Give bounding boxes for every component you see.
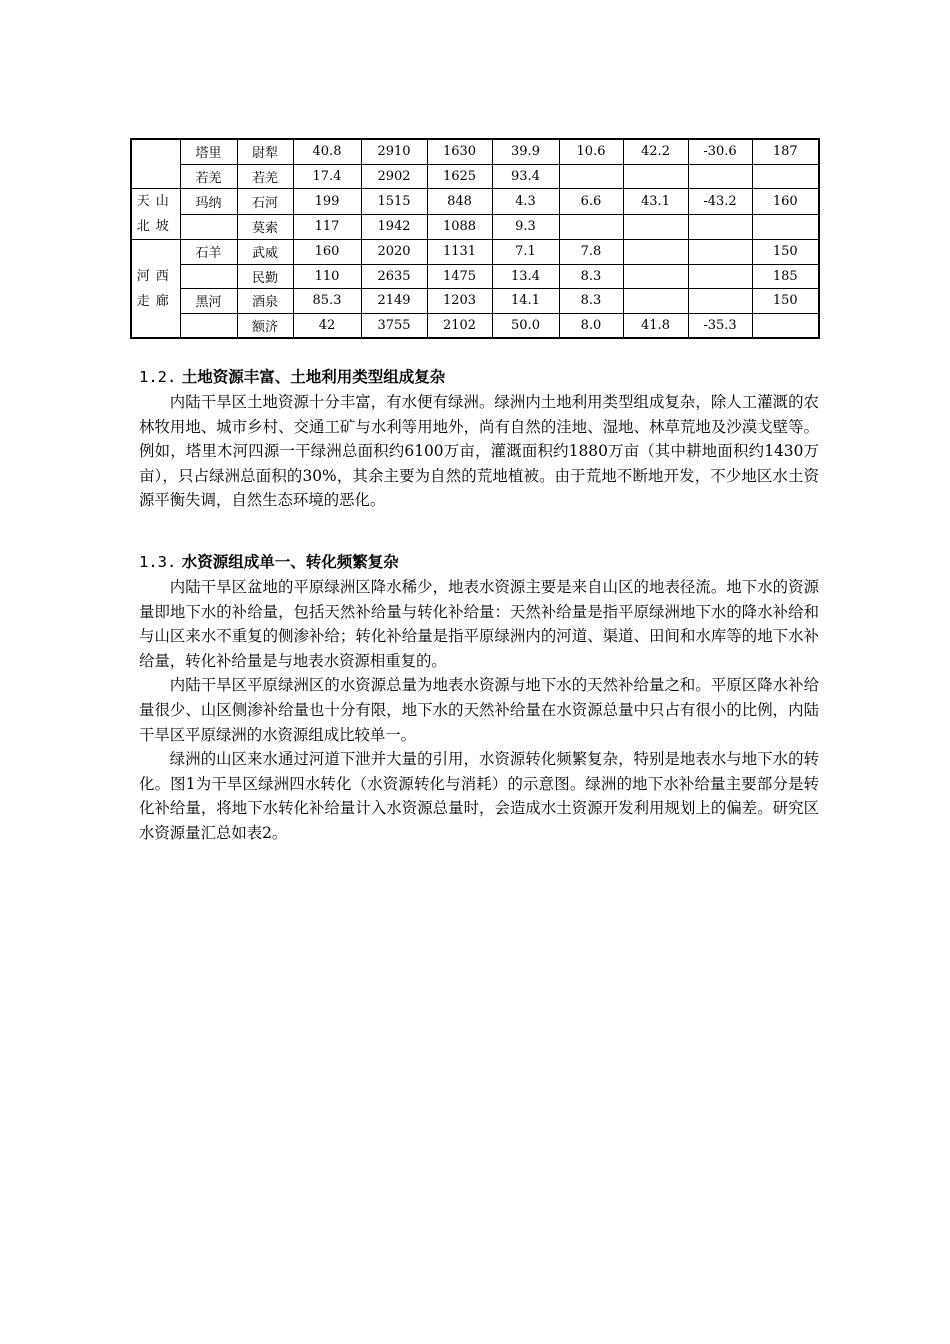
paragraph: 内陆干旱区土地资源十分丰富，有水便有绿洲。绿洲内土地利用类型组成复杂，除人工灌溉的农林牧用地、城市乡村、交通工矿与水利等用地外，尚有自然的洼地、湿地、林草荒地及沙漠戈壁等。例如，塔里木河四源一干绿洲总面积约6100万亩，灌溉面积约1880万亩（其中耕地面积约1430万亩），只占绿洲总面积的30%，其余主要为自然的荒地植被。由于荒地不断地开发，不少地区水土资源平衡失调，自然生态环境的恶化。 bbox=[139, 393, 819, 510]
section-number: 1.3. bbox=[139, 553, 177, 571]
table-label-cell: 酒泉 bbox=[237, 289, 293, 314]
table-label-cell: 民勤 bbox=[237, 264, 293, 289]
table-cell: 187 bbox=[752, 139, 819, 164]
region-label: 走廊 bbox=[136, 293, 175, 309]
table-cell bbox=[623, 289, 688, 314]
table-label-cell bbox=[180, 264, 237, 289]
region-label: 北坡 bbox=[136, 219, 175, 234]
region-cell bbox=[131, 240, 180, 339]
table-cell: 1625 bbox=[427, 164, 492, 189]
table-cell: 40.8 bbox=[293, 139, 361, 164]
table-cell: 117 bbox=[293, 214, 361, 240]
table-label-cell: 莫索 bbox=[237, 214, 293, 240]
region-label: 天山 bbox=[136, 194, 175, 209]
table-label-cell bbox=[180, 214, 237, 240]
section-number: 1.2. bbox=[139, 368, 177, 386]
table-row bbox=[131, 164, 819, 189]
section-title: 土地资源丰富、土地利用类型组成复杂 bbox=[181, 368, 446, 386]
table-cell: 43.1 bbox=[623, 189, 688, 215]
table-cell: 1942 bbox=[361, 214, 427, 240]
table-cell: 6.6 bbox=[559, 189, 623, 215]
table-cell bbox=[688, 164, 752, 189]
table-label-cell bbox=[180, 313, 237, 338]
table-cell: 50.0 bbox=[492, 313, 559, 338]
table-cell: 93.4 bbox=[492, 164, 559, 189]
region-cell bbox=[131, 139, 180, 189]
table-cell: 150 bbox=[752, 289, 819, 314]
table-cell: 2910 bbox=[361, 139, 427, 164]
paragraph: 内陆干旱区盆地的平原绿洲区降水稀少，地表水资源主要是来自山区的地表径流。地下水的资源量即地下水的补给量，包括天然补给量与转化补给量：天然补给量是指平原绿洲地下水的降水补给和与山区来水不重复的侧渗补给；转化补给量是指平原绿洲内的河道、渠道、田间和水库等的地下水补给量，转化补给量是与地表水资源相重复的。 bbox=[139, 578, 819, 670]
section-heading bbox=[139, 364, 819, 390]
table-cell: 2635 bbox=[361, 264, 427, 289]
table-cell: -30.6 bbox=[688, 139, 752, 164]
table-cell bbox=[623, 214, 688, 240]
table-cell bbox=[559, 214, 623, 240]
table-cell: 8.3 bbox=[559, 289, 623, 314]
table-cell bbox=[688, 264, 752, 289]
table-cell: 39.9 bbox=[492, 139, 559, 164]
table-row bbox=[131, 264, 819, 289]
table-cell: 1131 bbox=[427, 240, 492, 265]
region-label: 河西 bbox=[136, 268, 175, 284]
table-cell: 8.0 bbox=[559, 313, 623, 338]
table-cell: 42.2 bbox=[623, 139, 688, 164]
table-cell: 9.3 bbox=[492, 214, 559, 240]
table-cell: 1515 bbox=[361, 189, 427, 215]
section-title: 水资源组成单一、转化频繁复杂 bbox=[181, 553, 399, 571]
table-cell: 2902 bbox=[361, 164, 427, 189]
section-1-2 bbox=[139, 364, 819, 513]
table-cell: 1630 bbox=[427, 139, 492, 164]
table-label-cell: 若羌 bbox=[237, 164, 293, 189]
table-label-cell: 石河 bbox=[237, 189, 293, 215]
table-cell: 3755 bbox=[361, 313, 427, 338]
table-cell: 7.1 bbox=[492, 240, 559, 265]
table-cell bbox=[752, 164, 819, 189]
table-cell: 848 bbox=[427, 189, 492, 215]
table-label-cell: 尉犁 bbox=[237, 139, 293, 164]
table-cell bbox=[752, 313, 819, 338]
section-1-3 bbox=[139, 549, 819, 846]
table-cell bbox=[688, 214, 752, 240]
table-cell: 110 bbox=[293, 264, 361, 289]
table-cell bbox=[623, 240, 688, 265]
table-cell: 10.6 bbox=[559, 139, 623, 164]
table-cell: 4.3 bbox=[492, 189, 559, 215]
table-row bbox=[131, 214, 819, 240]
table-cell: 41.8 bbox=[623, 313, 688, 338]
section-heading bbox=[139, 549, 819, 575]
table-cell bbox=[623, 164, 688, 189]
table-label-cell: 塔里 bbox=[180, 139, 237, 164]
table-label-cell: 黑河 bbox=[180, 289, 237, 314]
table-cell bbox=[688, 289, 752, 314]
table-label-cell: 若羌 bbox=[180, 164, 237, 189]
region-cell bbox=[131, 189, 180, 240]
table-cell: 150 bbox=[752, 240, 819, 265]
table-cell: 13.4 bbox=[492, 264, 559, 289]
data-table bbox=[130, 138, 820, 339]
table-cell: 42 bbox=[293, 313, 361, 338]
table-row bbox=[131, 240, 819, 265]
table-row bbox=[131, 313, 819, 338]
table-cell: 7.8 bbox=[559, 240, 623, 265]
table-cell: 185 bbox=[752, 264, 819, 289]
table-row bbox=[131, 139, 819, 164]
table-row bbox=[131, 289, 819, 314]
table-cell bbox=[688, 240, 752, 265]
table-cell: 1088 bbox=[427, 214, 492, 240]
table-body bbox=[131, 139, 819, 338]
table-cell: -43.2 bbox=[688, 189, 752, 215]
table-cell: 2149 bbox=[361, 289, 427, 314]
table-cell: 2020 bbox=[361, 240, 427, 265]
table-cell: 2102 bbox=[427, 313, 492, 338]
table-cell bbox=[752, 214, 819, 240]
table-cell: 199 bbox=[293, 189, 361, 215]
table-cell bbox=[559, 164, 623, 189]
table-cell: -35.3 bbox=[688, 313, 752, 338]
table-row bbox=[131, 189, 819, 215]
table-cell: 1203 bbox=[427, 289, 492, 314]
paragraph: 绿洲的山区来水通过河道下泄并大量的引用，水资源转化频繁复杂，特别是地表水与地下水的转化。图1为干旱区绿洲四水转化（水资源转化与消耗）的示意图。绿洲的地下水补给量主要部分是转化补给量，将地下水转化补给量计入水资源总量时，会造成水土资源开发利用规划上的偏差。研究区水资源量汇总如表2。 bbox=[139, 750, 819, 842]
table-cell: 8.3 bbox=[559, 264, 623, 289]
table-cell: 160 bbox=[293, 240, 361, 265]
table-cell bbox=[623, 264, 688, 289]
table-cell: 17.4 bbox=[293, 164, 361, 189]
table-label-cell: 武威 bbox=[237, 240, 293, 265]
table-cell: 14.1 bbox=[492, 289, 559, 314]
table-label-cell: 玛纳 bbox=[180, 189, 237, 215]
table-cell: 160 bbox=[752, 189, 819, 215]
table-label-cell: 石羊 bbox=[180, 240, 237, 265]
table-cell: 85.3 bbox=[293, 289, 361, 314]
table-label-cell: 额济 bbox=[237, 313, 293, 338]
table-cell: 1475 bbox=[427, 264, 492, 289]
paragraph: 内陆干旱区平原绿洲区的水资源总量为地表水资源与地下水的天然补给量之和。平原区降水补给量很少、山区侧渗补给量也十分有限，地下水的天然补给量在水资源总量中只占有很小的比例，内陆干旱区平原绿洲的水资源组成比较单一。 bbox=[139, 676, 819, 744]
